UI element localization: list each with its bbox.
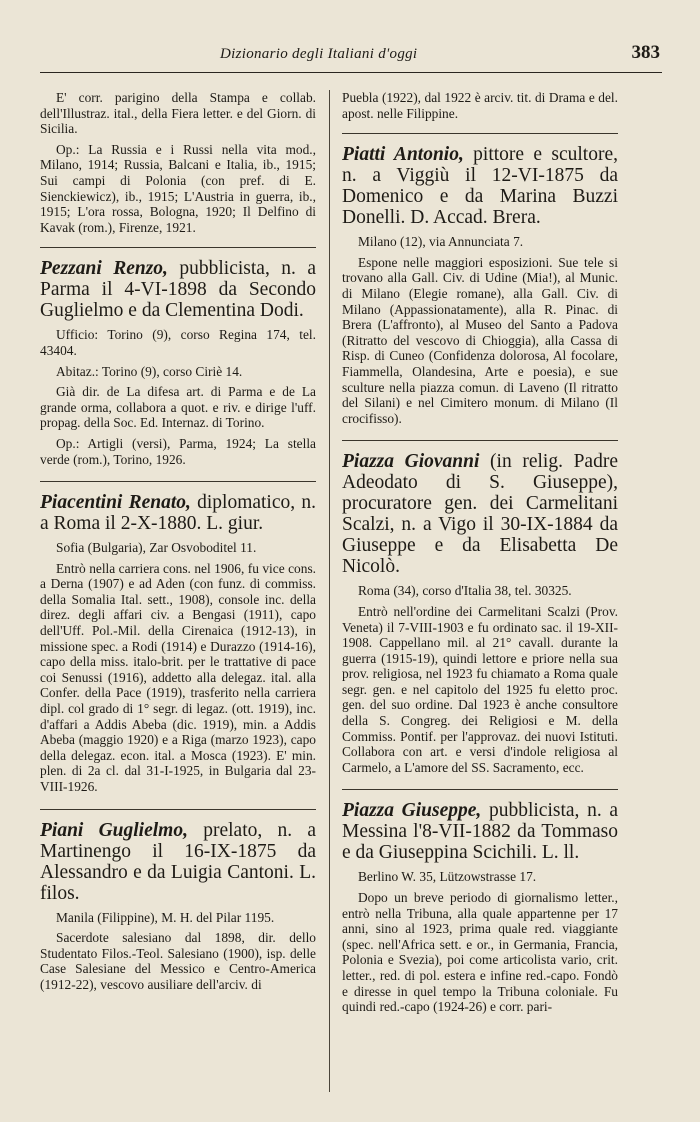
continuation-text [40,90,316,235]
entry-heading [342,451,618,577]
entry-name: Piacentini Renato, [40,492,191,514]
entry-body: Già dir. de La difesa art. di Parma e de La grande orma, collabora a quot. e riv. e dirige l'uff. propag. della Soc. Ed. Internaz. di Torino. [40,384,316,431]
entry-separator [40,481,316,482]
continuation-text [342,90,618,121]
entry-body: Sacerdote salesiano dal 1898, dir. dello Studentato Filos.-Teol. Salesiano (1900), isp. delle Case Salesiane del Messico e Centro-America (1912-22), vescovo ausiliare dell'arciv. di [40,930,316,992]
entry-separator [342,789,618,790]
left-column [40,90,316,1007]
entry-heading [40,492,316,534]
entry-heading [342,800,618,863]
entry-name: Piatti Antonio, [342,144,464,166]
continuation-op: Op.: La Russia e i Russi nella vita mod., Milano, 1914; Russia, Balcani e Italia, ib., 1915; Sui campi di Polonia (con pref. di E. Sienckiewicz), ib., 1915; L'Austria in guerra, ib., 1915; L'ora rossa, Bologna, 1920; Il Delfino di Kavak (rom.), Firenze, 1921. [40,141,316,235]
continuation-paragraph: Puebla (1922), dal 1922 è arciv. tit. di Drama e del. apost. nelle Filippine. [342,90,618,121]
entry-address: Sofia (Bulgaria), Zar Osvoboditel 11. [56,540,257,556]
entry-heading-rest: (in relig. Padre Adeodato di S. Giuseppe), procuratore gen. dei Carmelitani Scalzi, n. a Vigo il 30-IX-1884 da Giuseppe e da Elisabetta De Nicolò. [342,451,618,578]
entry-name: Piani Guglielmo, [40,819,188,841]
column-divider [329,90,330,1092]
entry-body: Dopo un breve periodo di giornalismo letter., entrò nella Tribuna, alla quale appartenne per 17 anni, sino al 1923, prima quale red. viaggiante (spec. nell'Africa sett. e or., in Germania, Francia, Polonia e Svezia), poi come articolista vario, crit. letter., red. di pol. estera e infine red.-capo. Fondò e diresse in quel tempo la Tribuna coloniale. Fu quindi red.-capo (1924-26) e corr. pari- [342,890,618,1015]
entry-works: Op.: Artigli (versi), Parma, 1924; La stella verde (rom.), Torino, 1926. [40,435,316,467]
entry-address: Milano (12), via Annunciata 7. [358,234,524,250]
entry-address: Ufficio: Torino (9), corso Regina 174, tel. 43404. [40,327,316,358]
entry-separator [342,133,618,134]
entry-heading-rest: diplomatico, n. a Roma il 2-X-1880. L. giur. [40,492,316,535]
entry-name: Pezzani Renzo, [40,258,168,280]
running-title: Dizionario degli Italiani d'oggi [220,46,418,62]
entry-piatti [342,144,618,426]
page-number: 383 [631,42,660,63]
entry-name: Piazza Giovanni [342,451,480,473]
entry-address: Manila (Filippine), M. H. del Pilar 1195. [56,909,275,925]
entry-pezzani [40,258,316,467]
right-column [342,90,618,1029]
entry-address: Berlino W. 35, Lützowstrasse 17. [358,869,537,885]
entry-heading [342,144,618,228]
page-header [40,38,662,73]
entry-separator [342,440,618,441]
entry-name: Piazza Giuseppe, [342,800,482,822]
entry-piacentini [40,492,316,795]
entry-piazza-giovanni [342,451,618,775]
entry-separator [40,809,316,810]
entry-heading-rest: pubblicista, n. a Parma il 4-VI-1898 da Secondo Guglielmo e da Clementina Dodi. [40,258,316,322]
entry-body: Entrò nell'ordine dei Carmelitani Scalzi (Prov. Veneta) il 7-VIII-1903 e fu ordinato sac. il 19-XII-1908. Cappellano mil. al 21° cavall. durante la guerra (1915-19), quindi lettore e priore nella sua prov. religiosa, nel 1923 fu chiamato a Roma quale segr. gen. e nel capitolo del 1925 fu eletto proc. gen. del suo ordine. Dal 1923 è anche consultore della S. Congreg. dei Religiosi e M. della Commiss. Pontif. per l'approvaz. dei nuovi Istituti. Collabora con art. e versi d'indole religiosa al Carmelo, a L'amore del SS. Sacramento, ecc. [342,603,618,775]
entry-piani [40,820,316,993]
entry-heading-rest: pubblicista, n. a Messina l'8-VII-1882 da Tommaso e da Giuseppina Scichili. L. ll. [342,800,619,864]
entry-heading [40,258,316,321]
entry-body: Espone nelle maggiori esposizioni. Sue tele si trovano alla Gall. Civ. di Udine (Mia!), al Munic. di Milano (Elegie romane), alla Gall. Civ. di Milano (Appassionatamente), alla R. Pinac. di Brera (L'affronto), al Museo del Santo a Padova (Ritratto del vescovo di Chioggia), alla Cassa di Risp. di Cuneo (Confidenza dolorosa, Al focolare, Fiammella, Olandesina, Arte e poesia), e sue sculture nella piazza comun. di Laveno (Il ritratto del Silani) e nel Cimitero monum. di Milano (Il crocifisso). [342,254,618,426]
entry-piazza-giuseppe [342,800,618,1014]
entry-separator [40,247,316,248]
continuation-paragraph: E' corr. parigino della Stampa e collab. dell'Illustraz. ital., della Fiera letter. e del Giorn. di Sicilia. [40,90,316,137]
entry-address: Roma (34), corso d'Italia 38, tel. 30325. [358,583,572,599]
entry-address: Abitaz.: Torino (9), corso Ciriè 14. [56,363,243,379]
entry-body: Entrò nella carriera cons. nel 1906, fu vice cons. a Derna (1907) e ad Aden (con funz. di commiss. della Somalia Ital. sett., 1908), console inc. della direz. degli affari civ. a Bengasi (1911), capo dell'Uff. Pol.-Mil. della Cirenaica (1912-13), in missione spec. a Rodi (1914) e Durazzo (1914-16), capo della miss. italo-brit. per le trattative di pace coi Senussi (1916), addetto alla delegaz. ital. alla Confer. della Pace (1919), trasferito nella carriera dipl. col grado di 1° segr. di legaz. (ott. 1919), inc. d'affari a Addis Abeba (dic. 1919), min. a Addis Abeba (maggio 1920) e a Riga (marzo 1923), capo della delegaz. econ. ital. a Mosca (1923). E' min. plen. di 2a cl. dal 31-I-1925, in Bulgaria dal 23-VIII-1926. [40,560,316,794]
entry-heading-rest: pittore e scultore, n. a Viggiù il 12-VI-1875 da Domenico e da Marina Buzzi Donelli. D. Accad. Brera. [342,144,618,229]
entry-heading-rest: prelato, n. a Martinengo il 16-IX-1875 da Alessandro e da Luigia Cantoni. L. filos. [40,819,316,904]
entry-heading [40,820,316,904]
